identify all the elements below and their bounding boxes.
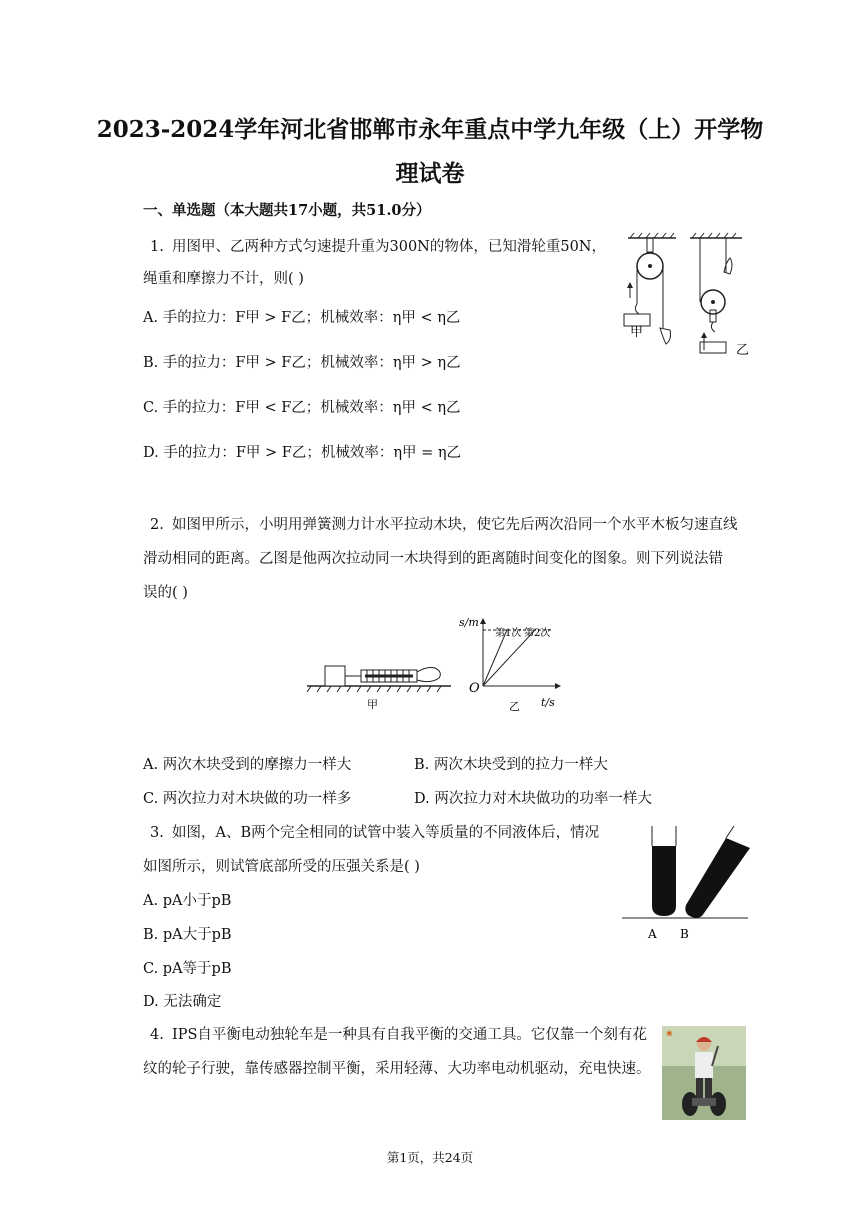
q2-option-b: B. 两次木块受到的拉力一样大 xyxy=(414,757,608,773)
page-title-line1: 2023-2024学年河北省邯郸市永年重点中学九年级（上）开学物 xyxy=(96,116,764,143)
q3-option-c: C. pA等于pB xyxy=(143,961,232,977)
q4-number: 4. xyxy=(150,1027,164,1043)
q2-option-c: C. 两次拉力对木块做的功一样多 xyxy=(143,791,352,807)
figure-label-yi: 乙 xyxy=(509,700,520,713)
segway-photo xyxy=(662,1026,746,1120)
q3-text-line2: 如图所示，则试管底部所受的压强关系是( ) xyxy=(143,859,420,875)
tube-label-a: A xyxy=(648,927,657,941)
q1-text-line2: 绳重和摩擦力不计，则( ) xyxy=(143,271,304,287)
q2-option-d: D. 两次拉力对木块做功的功率一样大 xyxy=(414,791,652,807)
graph-series2-label: 第2次 xyxy=(524,628,551,639)
q2-text-line3: 误的( ) xyxy=(143,585,188,601)
test-tubes-figure xyxy=(618,824,752,944)
q1-text-line1: 用图甲、乙两种方式匀速提升重为300N的物体，已知滑轮重50N， xyxy=(172,239,606,255)
q4-text-line2: 纹的轮子行驶，靠传感器控制平衡，采用轻薄、大功率电动机驱动，充电快速。 xyxy=(143,1061,651,1077)
q3-number: 3. xyxy=(150,825,164,841)
q3-text-line1: 如图，A、B两个完全相同的试管中装入等质量的不同液体后，情况 xyxy=(172,825,600,841)
tube-label-b: B xyxy=(680,927,689,941)
q2-text-line2: 滑动相同的距离。乙图是他两次拉动同一木块得到的距离随时间变化的图象。则下列说法错 xyxy=(143,551,723,567)
graph-xlabel: t/s xyxy=(541,696,555,709)
q1-number: 1. xyxy=(150,239,164,255)
q2-number: 2. xyxy=(150,517,164,533)
pulley-figure xyxy=(620,232,758,360)
q3-option-d: D. 无法确定 xyxy=(143,994,222,1010)
q3-option-a: A. pA小于pB xyxy=(143,893,232,909)
q2-option-a: A. 两次木块受到的摩擦力一样大 xyxy=(143,757,352,773)
logo-icon: ❀ xyxy=(666,1029,673,1038)
friction-figure xyxy=(303,610,568,715)
figure-label-jia: 甲 xyxy=(367,698,378,711)
graph-series1-label: 第1次 xyxy=(495,628,522,639)
q1-option-d: D. 手的拉力：F甲 > F乙；机械效率：η甲 = η乙 xyxy=(143,445,462,461)
page-title-line2: 理试卷 xyxy=(395,160,465,187)
q1-option-b: B. 手的拉力：F甲 > F乙；机械效率：η甲 > η乙 xyxy=(143,355,461,371)
figure-label-yi: 乙 xyxy=(736,343,750,358)
figure-label-jia: 甲 xyxy=(630,325,644,340)
section-header: 一、单选题（本大题共17小题，共51.0分） xyxy=(143,202,431,219)
q2-text-line1: 如图甲所示，小明用弹簧测力计水平拉动木块，使它先后两次沿同一个水平木板匀速直线 xyxy=(172,517,738,533)
graph-origin: O xyxy=(469,681,480,696)
graph-ylabel: s/m xyxy=(459,616,479,629)
page-footer: 第1页，共24页 xyxy=(386,1150,474,1165)
q1-option-a: A. 手的拉力：F甲 > F乙；机械效率：η甲 < η乙 xyxy=(143,310,461,326)
q4-text-line1: IPS自平衡电动独轮车是一种具有自我平衡的交通工具。它仅靠一个刻有花 xyxy=(172,1027,647,1043)
q1-option-c: C. 手的拉力：F甲 < F乙；机械效率：η甲 < η乙 xyxy=(143,400,461,416)
q3-option-b: B. pA大于pB xyxy=(143,927,232,943)
